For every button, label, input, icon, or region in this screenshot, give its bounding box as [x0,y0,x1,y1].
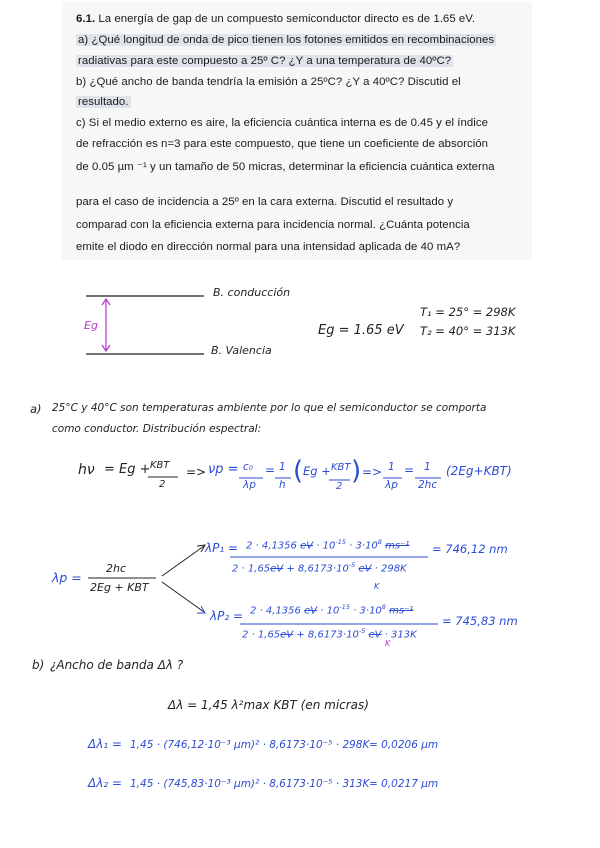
branch-arrow-1 [162,546,204,576]
problem-line-4: b) ¿Qué ancho de banda tendría la emisión a 25ºC? ¿Y a 40ºC? Discutid el [76,76,461,88]
lambda-p2-denominator: $2 \cdot 1,65eV + 8,6173\cdot 10^{-5}$ eV · 313K [242,627,417,641]
problem-line-7: de refracción es n=3 para este compuesto, que tiene un coeficiente de absorción [76,138,489,150]
lambda-p1-label: λP₁ = [205,541,239,555]
formula-two: 2 [159,479,166,490]
lambda-p2-numerator: 2 · 4,1356 eV · $10^{-15} \cdot 3\cdot 10^8$ ms⁻¹ [250,603,414,617]
problem-line-9: para el caso de incidencia a 25º en la cara externa. Discutid el resultado y [76,196,454,208]
temperature-2: T₂ = 40° = 313K [420,324,516,338]
delta-lambda-2-label: Δλ₂ = [88,776,122,790]
formula-eq-b: = [404,463,415,477]
lambda-p1-denominator: $2 \cdot 1,65eV + 8,6173\cdot 10^{-5}$ eV · 298K [232,561,407,575]
lambda-p2-result: = 745,83 nm [442,614,518,628]
formula-c0: c₀ [243,461,253,473]
formula-eq: = [265,463,276,477]
part-a-text-1: 25°C y 40°C son temperaturas ambiente por lo que el semiconductor se comporta [52,402,487,414]
formula-hv: hν [78,462,95,478]
part-a-text-2: como conductor. Distribución espectral: [52,423,262,435]
formula-implies: => [362,465,383,479]
gap-label: Eg [84,319,98,332]
formula-lambda-p: λp [243,479,256,491]
lambda-p2-unit-k: K [385,639,391,648]
part-a-label: a) [30,402,42,416]
formula-one-b: 1 [388,461,395,473]
formula-lambda-p-b: λp [385,479,398,491]
lambda-p2-label: λP₂ = [210,609,244,623]
formula-paren-eg: Eg + [303,464,331,478]
lambda-p-label: λp = [52,570,82,585]
formula-paren-kbt: KBT [331,462,351,473]
problem-number: 6.1. [76,13,96,25]
formula-paren-two: 2 [336,481,343,492]
problem-line-10: comparad con la eficiencia externa para incidencia normal. ¿Cuánta potencia [76,219,470,231]
formula-one-c: 1 [424,461,431,473]
formula-2hc: 2hc [418,479,438,491]
temperature-1: T₁ = 25° = 298K [420,305,516,319]
problem-line-11: emite el diodo en dirección normal para una intensidad aplicada de 40 mA? [76,241,461,253]
delta-lambda-2-result: = 0,0217 µm [369,778,439,790]
formula-kbt: KBT [150,460,170,471]
branch-arrow-2 [162,582,204,612]
problem-line-3: radiativas para este compuesto a 25º C? ¿Y a una temperatura de 40ºC? [78,55,452,67]
conduction-band-label: B. conducción [213,286,291,299]
problem-line-6: c) Si el medio externo es aire, la eficiencia cuántica interna es de 0.45 y el índice [76,117,489,129]
formula-nu-p: νp = [208,462,239,477]
delta-lambda-1-result: = 0,0206 µm [369,739,439,751]
formula-result-paren: (2Eg+KBT) [446,464,512,478]
gap-energy-value: Eg = 1.65 eV [318,323,404,338]
valence-band-label: B. Valencia [211,344,272,357]
problem-line-2: a) ¿Qué longitud de onda de pico tienen los fotones emitidos en recombinaciones [78,34,495,46]
formula-one: 1 [279,461,286,473]
bandwidth-formula: Δλ = 1,45 λ²max KBT (en micras) [168,698,369,712]
lambda-p1-unit-k: K [374,582,380,591]
formula-arrow: => [186,465,207,479]
formula-eg-plus: = Eg + [104,462,151,477]
delta-lambda-2-expr: 1,45 · (745,83·10⁻³ µm)² · 8,6173·10⁻⁵ · 313K [130,778,370,790]
delta-lambda-1-label: Δλ₁ = [88,737,122,751]
lambda-frac-den: 2Eg + KBT [90,581,149,594]
problem-line-8: de 0.05 µm ⁻¹ y un tamaño de 50 micras, determinar la eficiencia cuántica externa [76,161,495,173]
part-b-question: ¿Ancho de banda Δλ ? [50,658,184,672]
problem-line-1: 6.1. La energía de gap de un compuesto semiconductor directo es de 1.65 eV. [76,13,476,25]
delta-lambda-1-expr: 1,45 · (746,12·10⁻³ µm)² · 8,6173·10⁻⁵ · 298K [130,739,370,751]
lambda-p1-result: = 746,12 nm [432,542,508,556]
lambda-p1-numerator: 2 · 4,1356 eV · $10^{-15} \cdot 3\cdot 10^8$ ms⁻¹ [246,538,410,552]
lambda-frac-num: 2hc [106,562,127,575]
problem-line-5: resultado. [78,96,129,108]
formula-h: h [279,479,286,491]
part-b-label: b) [32,658,45,672]
